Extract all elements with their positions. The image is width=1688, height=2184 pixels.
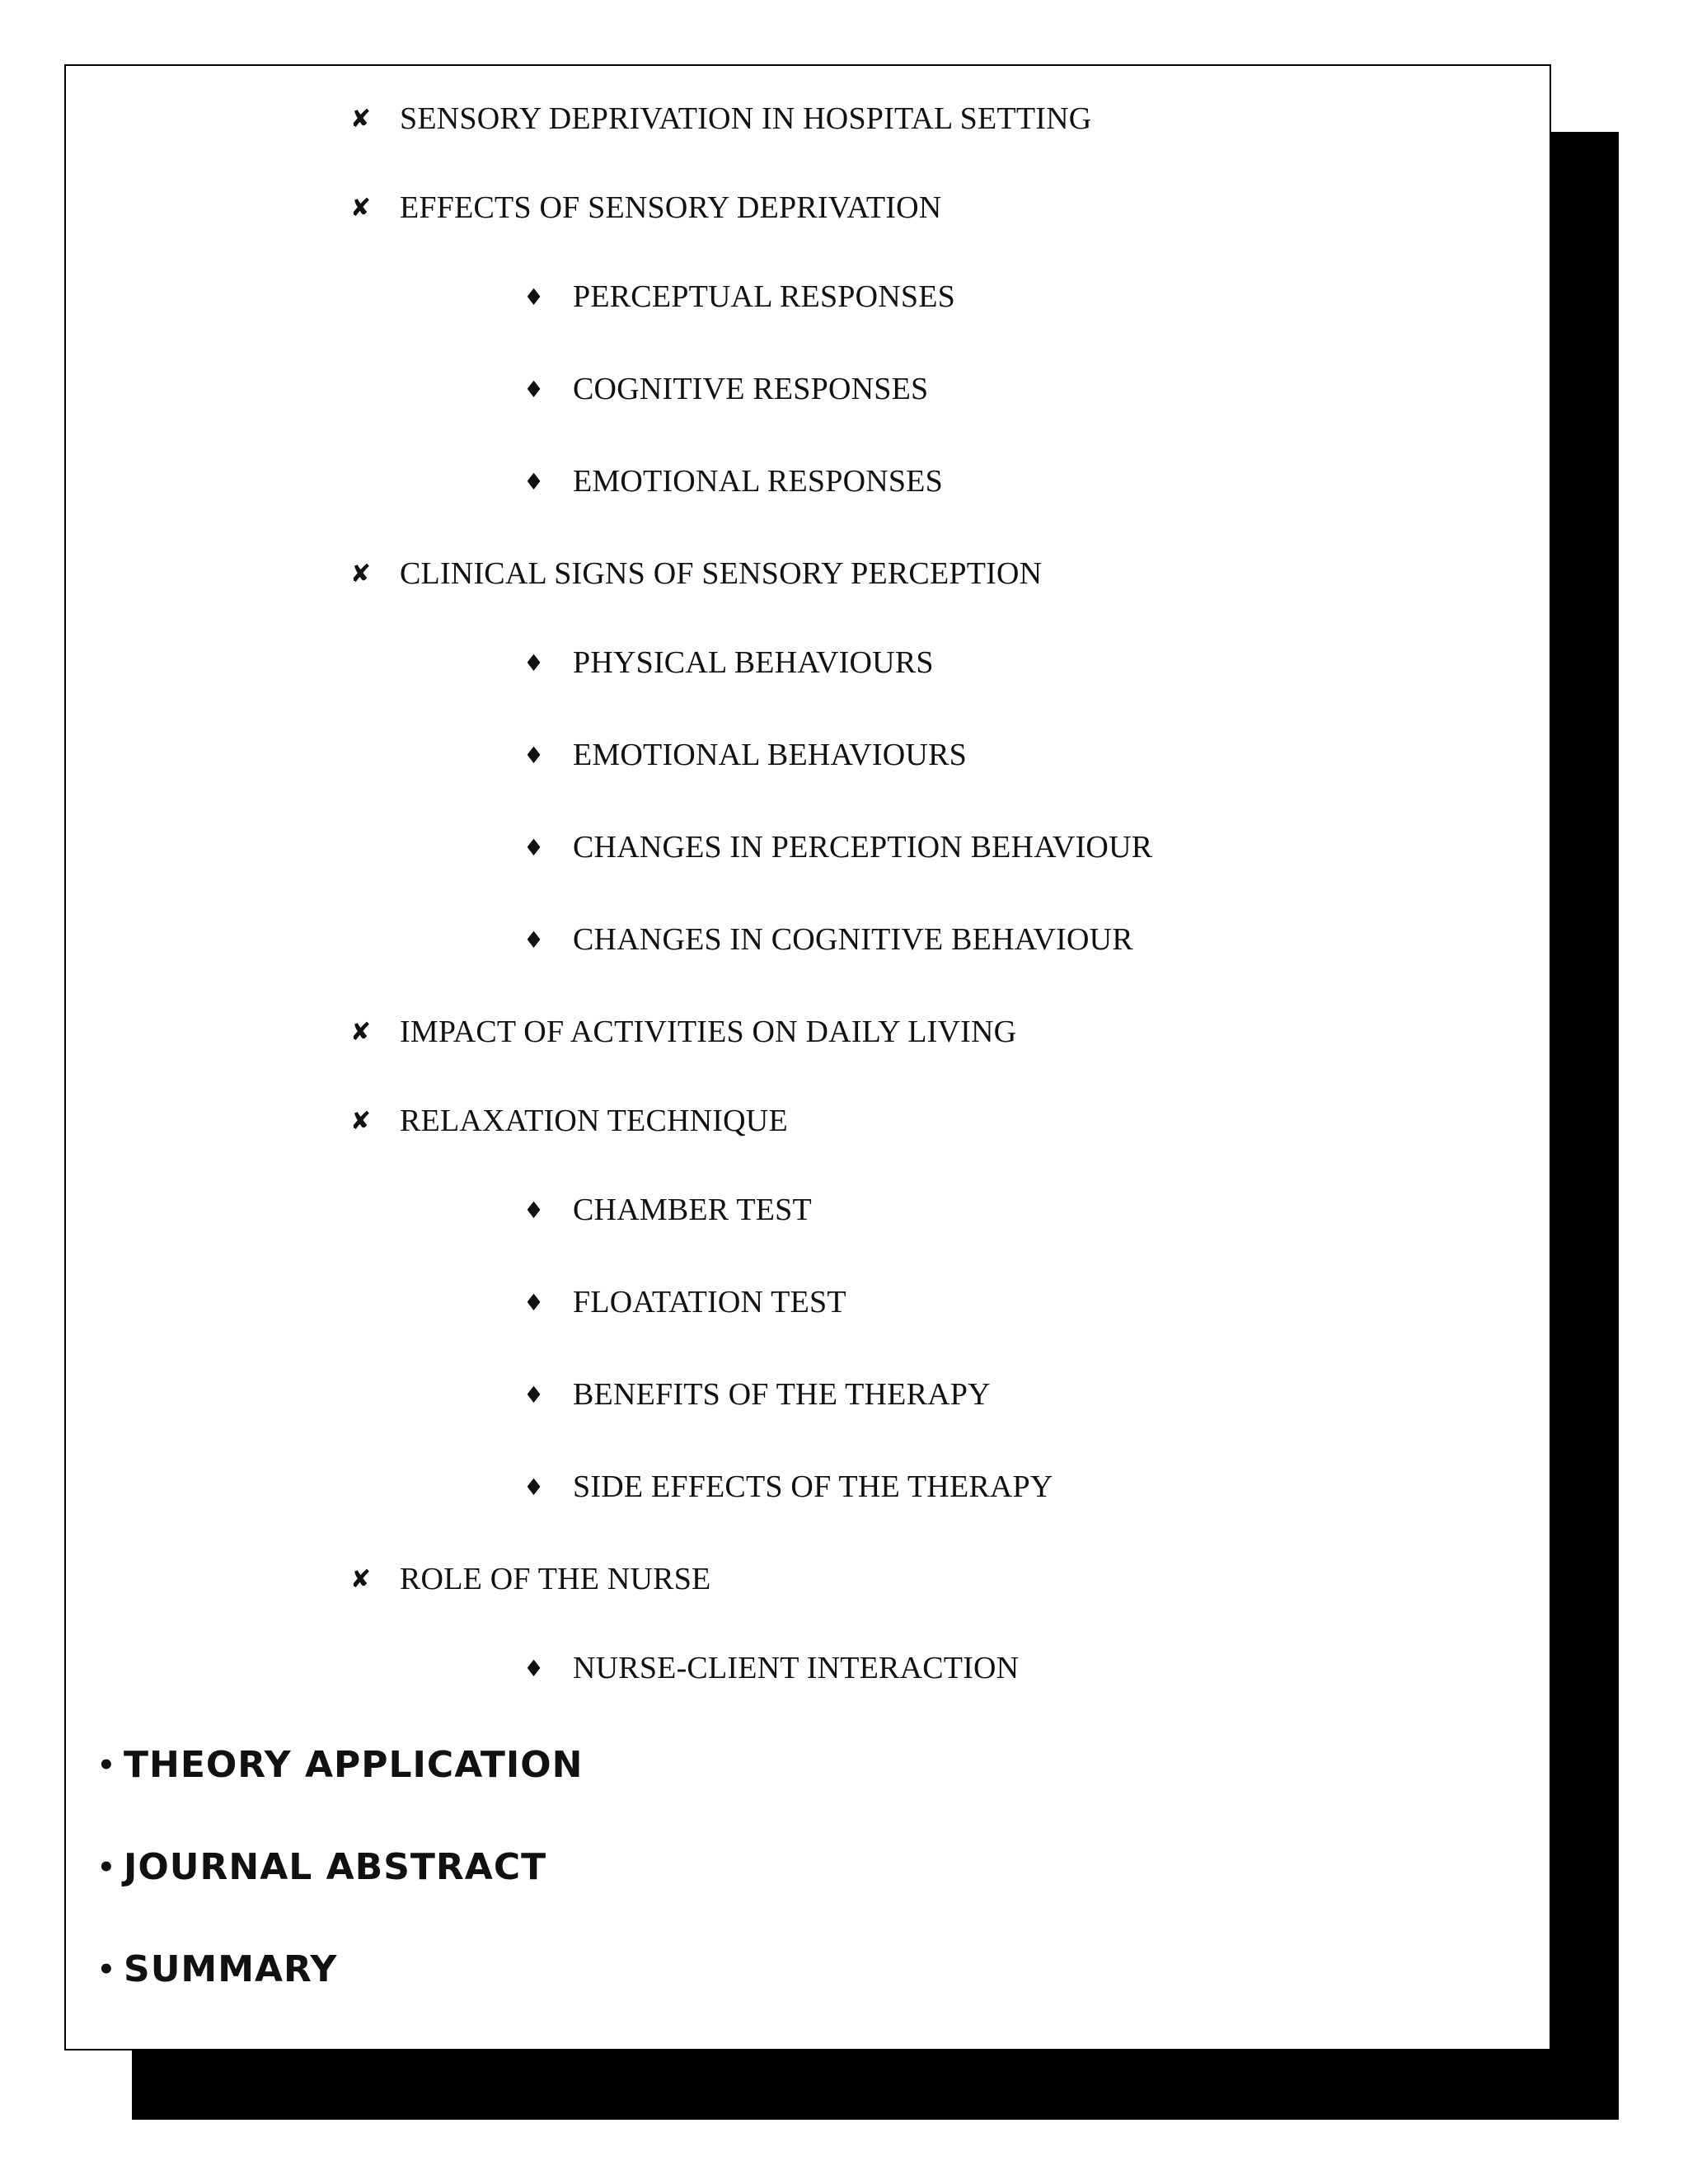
outline-subitem-label: SIDE EFFECTS OF THE THERAPY (573, 1469, 1053, 1504)
outline-subitem-chamber-test (523, 1192, 812, 1228)
outline-subitem-label: BENEFITS OF THE THERAPY (573, 1377, 991, 1412)
cross-bullet-icon: ✘ (350, 1106, 372, 1136)
outline-subitem-changes-perception (523, 829, 1152, 865)
outline-item-label: IMPACT OF ACTIVITIES ON DAILY LIVING (400, 1015, 1017, 1049)
outline-subitem-cognitive-responses (523, 371, 928, 407)
outline-subitem-side-effects-therapy (523, 1469, 1053, 1505)
outline-subitem-nurse-client-interaction (523, 1650, 1019, 1686)
section-summary (97, 1948, 337, 1990)
diamond-bullet-icon: ♦ (523, 926, 545, 954)
outline-item-sensory-deprivation-hospital (350, 101, 1091, 137)
diamond-bullet-icon: ♦ (523, 1473, 545, 1501)
outline-subitem-perceptual-responses (523, 279, 955, 315)
diamond-bullet-icon: ♦ (523, 1380, 545, 1408)
outline-subitem-label: PHYSICAL BEHAVIOURS (573, 645, 934, 680)
outline-subitem-label: EMOTIONAL RESPONSES (573, 464, 943, 499)
outline-subitem-label: EMOTIONAL BEHAVIOURS (573, 738, 967, 772)
diamond-bullet-icon: ♦ (523, 467, 545, 495)
cross-bullet-icon: ✘ (350, 1564, 372, 1594)
diamond-bullet-icon: ♦ (523, 375, 545, 403)
diamond-bullet-icon: ♦ (523, 283, 545, 311)
section-theory-application (97, 1744, 583, 1786)
outline-item-label: CLINICAL SIGNS OF SENSORY PERCEPTION (400, 556, 1043, 591)
section-label: SUMMARY (124, 1948, 338, 1990)
outline-item-relaxation-technique (350, 1103, 788, 1139)
section-journal-abstract (97, 1846, 546, 1888)
outline-item-impact-activities (350, 1014, 1016, 1050)
outline-subitem-label: PERCEPTUAL RESPONSES (573, 279, 955, 314)
outline-subitem-floatation-test (523, 1284, 846, 1320)
diamond-bullet-icon: ♦ (523, 741, 545, 769)
diamond-bullet-icon: ♦ (523, 1654, 545, 1682)
outline-subitem-emotional-behaviours (523, 737, 967, 773)
outline-subitem-physical-behaviours (523, 644, 934, 681)
cross-bullet-icon: ✘ (350, 193, 372, 223)
section-label: THEORY APPLICATION (124, 1744, 584, 1786)
diamond-bullet-icon: ♦ (523, 833, 545, 861)
cross-bullet-icon: ✘ (350, 559, 372, 588)
diamond-bullet-icon: ♦ (523, 1196, 545, 1224)
outline-subitem-label: CHAMBER TEST (573, 1193, 812, 1227)
outline-item-label: SENSORY DEPRIVATION IN HOSPITAL SETTING (400, 101, 1092, 136)
outline-item-label: RELAXATION TECHNIQUE (400, 1104, 788, 1138)
outline-item-label: ROLE OF THE NURSE (400, 1562, 711, 1596)
cross-bullet-icon: ✘ (350, 104, 372, 134)
outline-subitem-label: COGNITIVE RESPONSES (573, 372, 929, 406)
outline-subitem-benefits-therapy (523, 1376, 991, 1413)
outline-item-label: EFFECTS OF SENSORY DEPRIVATION (400, 190, 942, 225)
outline-item-role-of-nurse (350, 1561, 710, 1597)
dot-bullet-icon: • (97, 1748, 116, 1782)
dot-bullet-icon: • (97, 1850, 116, 1884)
outline-subitem-emotional-responses (523, 463, 943, 499)
diamond-bullet-icon: ♦ (523, 649, 545, 677)
outline-subitem-label: FLOATATION TEST (573, 1285, 846, 1319)
outline-subitem-changes-cognitive (523, 921, 1133, 958)
dot-bullet-icon: • (97, 1952, 116, 1986)
outline-item-clinical-signs (350, 555, 1042, 592)
cross-bullet-icon: ✘ (350, 1017, 372, 1047)
outline-subitem-label: CHANGES IN COGNITIVE BEHAVIOUR (573, 922, 1133, 957)
outline-subitem-label: NURSE-CLIENT INTERACTION (573, 1651, 1020, 1685)
outline-item-effects-sensory-deprivation (350, 190, 941, 226)
document-page (64, 64, 1551, 2050)
outline-subitem-label: CHANGES IN PERCEPTION BEHAVIOUR (573, 830, 1153, 865)
diamond-bullet-icon: ♦ (523, 1288, 545, 1316)
section-label: JOURNAL ABSTRACT (124, 1846, 547, 1888)
